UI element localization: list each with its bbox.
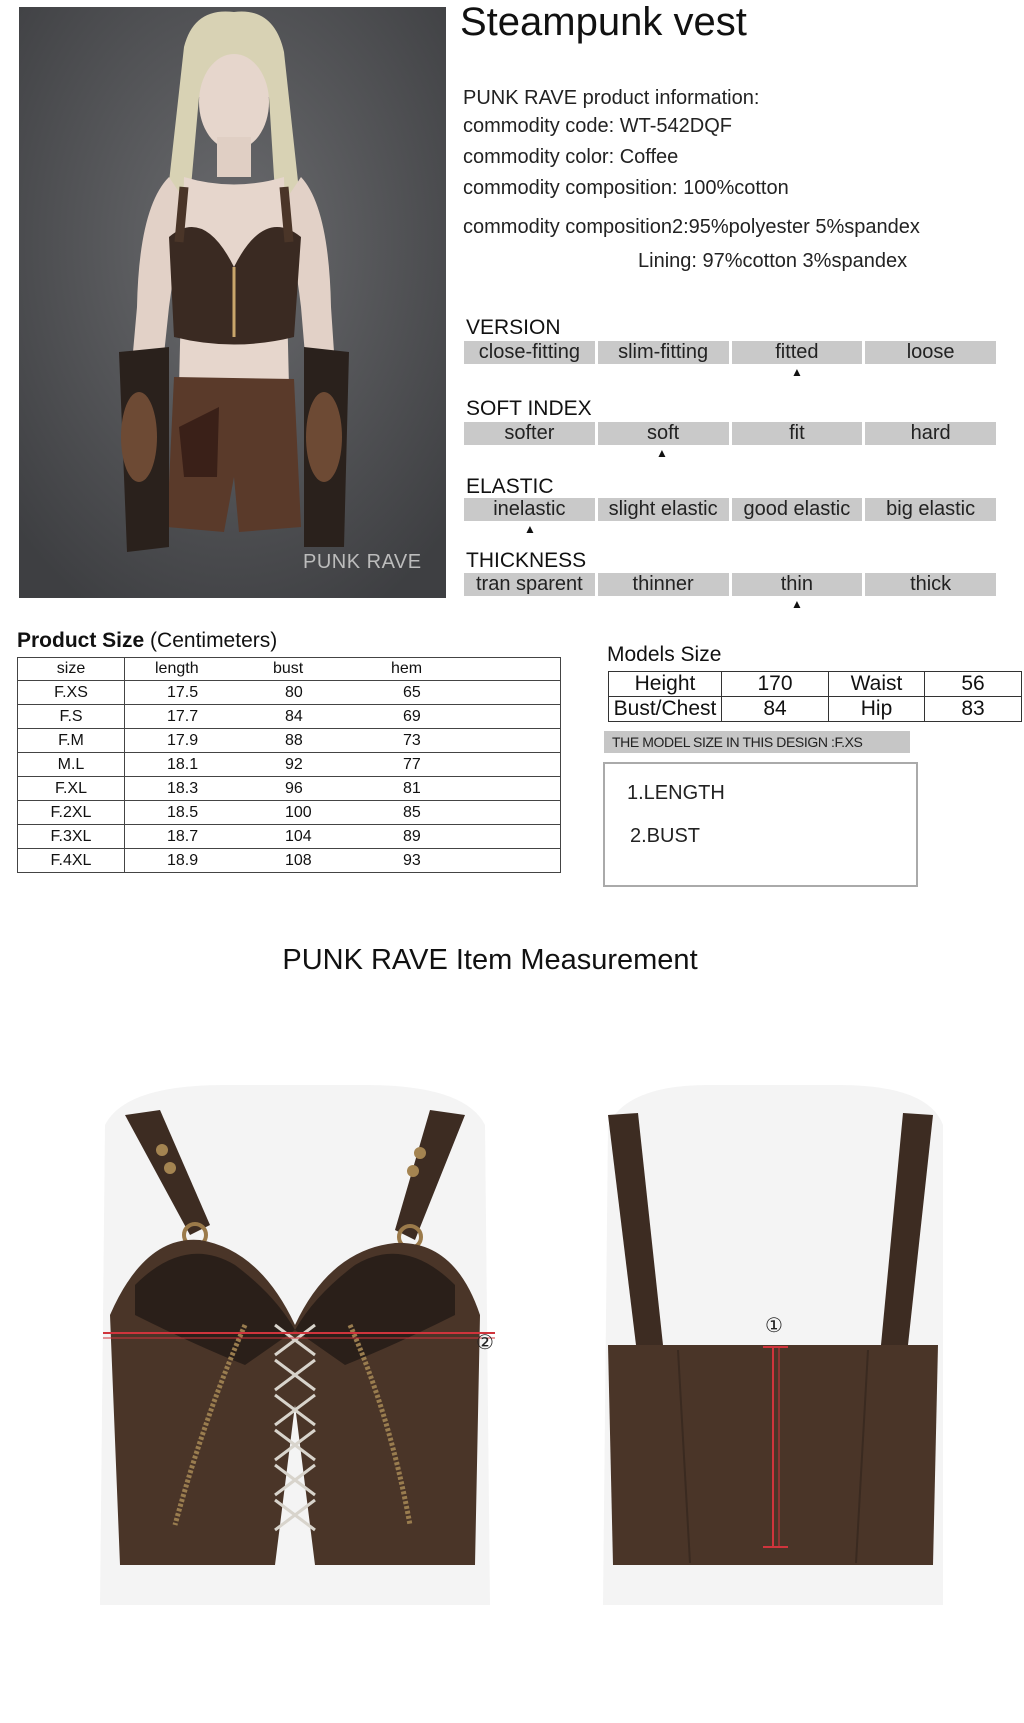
table-row: [18, 825, 561, 849]
size-table: [17, 657, 561, 873]
measure-points-box: [603, 762, 918, 887]
table-row: [18, 849, 561, 873]
size-cell: F.S: [18, 705, 125, 729]
commodity-code: commodity code: WT-542DQF: [463, 115, 732, 137]
size-cell: F.2XL: [18, 801, 125, 825]
commodity-composition: commodity composition: 100%cotton: [463, 177, 789, 199]
size-table-unit: (Centimeters): [150, 629, 278, 652]
table-row: [18, 801, 561, 825]
measure-point-bust: 2.BUST: [630, 825, 701, 847]
table-row: [18, 681, 561, 705]
photo-watermark: PUNK RAVE: [303, 551, 422, 573]
soft-option: fit: [732, 422, 863, 445]
thickness-option: thick: [865, 573, 996, 596]
thickness-option: thinner: [598, 573, 729, 596]
header-cell: bust: [243, 658, 361, 681]
table-row: [609, 697, 1022, 722]
thickness-option: tran sparent: [464, 573, 595, 596]
hem-cell: 85: [361, 801, 561, 825]
hem-cell: 65: [361, 681, 561, 705]
elastic-option: good elastic: [732, 498, 863, 521]
bust-cell: 92: [243, 753, 361, 777]
soft-option: softer: [464, 422, 595, 445]
length-cell: 18.3: [125, 777, 244, 801]
garment-back-image: [598, 1085, 948, 1605]
length-cell: 17.5: [125, 681, 244, 705]
version-option: close-fitting: [464, 341, 595, 364]
size-cell: F.3XL: [18, 825, 125, 849]
garment-front-image: [95, 1085, 495, 1605]
elastic-option: big elastic: [865, 498, 996, 521]
bust-cell: 80: [243, 681, 361, 705]
models-size-title: Models Size: [607, 643, 722, 666]
thickness-marker: ▲: [791, 597, 803, 611]
soft-marker: ▲: [656, 446, 668, 460]
table-row: [18, 753, 561, 777]
bust-cell: 108: [243, 849, 361, 873]
length-measure-label: ①: [765, 1315, 783, 1337]
lining: Lining: 97%cotton 3%spandex: [638, 250, 908, 272]
product-title: Steampunk vest: [460, 0, 747, 44]
version-option: slim-fitting: [598, 341, 729, 364]
header-cell: length: [125, 658, 244, 681]
thickness-row: [464, 573, 996, 596]
thickness-option: thin: [732, 573, 863, 596]
soft-option: soft: [598, 422, 729, 445]
bust-cell: 104: [243, 825, 361, 849]
soft-option: hard: [865, 422, 996, 445]
table-row: [18, 729, 561, 753]
table-row: [18, 777, 561, 801]
length-cell: 18.5: [125, 801, 244, 825]
model-label: Height: [609, 672, 722, 697]
measure-point-length: 1.LENGTH: [627, 782, 725, 804]
hem-cell: 77: [361, 753, 561, 777]
hem-cell: 73: [361, 729, 561, 753]
product-photo: [19, 7, 446, 598]
table-row: [18, 705, 561, 729]
soft-index-heading: SOFT INDEX: [466, 397, 592, 420]
table-row: [609, 672, 1022, 697]
bust-measure-label: ②: [476, 1332, 494, 1354]
elastic-heading: ELASTIC: [466, 475, 554, 498]
size-cell: F.4XL: [18, 849, 125, 873]
size-cell: F.M: [18, 729, 125, 753]
size-cell: F.XL: [18, 777, 125, 801]
measurement-title: PUNK RAVE Item Measurement: [282, 944, 698, 976]
length-cell: 17.7: [125, 705, 244, 729]
version-row: [464, 341, 996, 364]
bust-cell: 88: [243, 729, 361, 753]
header-cell: size: [18, 658, 125, 681]
info-heading: PUNK RAVE product information:: [463, 87, 760, 109]
length-cell: 18.7: [125, 825, 244, 849]
header-cell: hem: [361, 658, 561, 681]
model-label: Bust/Chest: [609, 697, 722, 722]
version-option: fitted: [732, 341, 863, 364]
bust-cell: 100: [243, 801, 361, 825]
size-table-header: [18, 658, 561, 681]
elastic-option: slight elastic: [598, 498, 729, 521]
hem-cell: 69: [361, 705, 561, 729]
size-cell: M.L: [18, 753, 125, 777]
hem-cell: 89: [361, 825, 561, 849]
model-size-note: THE MODEL SIZE IN THIS DESIGN :F.XS: [604, 731, 910, 753]
model-value: 83: [925, 697, 1022, 722]
elastic-row: [464, 498, 996, 521]
models-size-table: [608, 671, 1022, 722]
bust-cell: 96: [243, 777, 361, 801]
version-heading: VERSION: [466, 316, 561, 339]
soft-index-row: [464, 422, 996, 445]
hem-cell: 81: [361, 777, 561, 801]
size-table-title: Product Size (Centimeters): [17, 629, 278, 652]
elastic-marker: ▲: [524, 522, 536, 536]
length-cell: 18.9: [125, 849, 244, 873]
version-option: loose: [865, 341, 996, 364]
thickness-heading: THICKNESS: [466, 549, 587, 572]
bust-cell: 84: [243, 705, 361, 729]
model-label: Waist: [829, 672, 925, 697]
commodity-composition2: commodity composition2:95%polyester 5%spandex: [463, 216, 920, 238]
model-label: Hip: [829, 697, 925, 722]
model-value: 170: [722, 672, 829, 697]
size-cell: F.XS: [18, 681, 125, 705]
length-cell: 18.1: [125, 753, 244, 777]
commodity-color: commodity color: Coffee: [463, 146, 679, 168]
length-cell: 17.9: [125, 729, 244, 753]
elastic-option: inelastic: [464, 498, 595, 521]
model-value: 56: [925, 672, 1022, 697]
version-marker: ▲: [791, 365, 803, 379]
model-value: 84: [722, 697, 829, 722]
model-illustration: [19, 7, 446, 598]
hem-cell: 93: [361, 849, 561, 873]
